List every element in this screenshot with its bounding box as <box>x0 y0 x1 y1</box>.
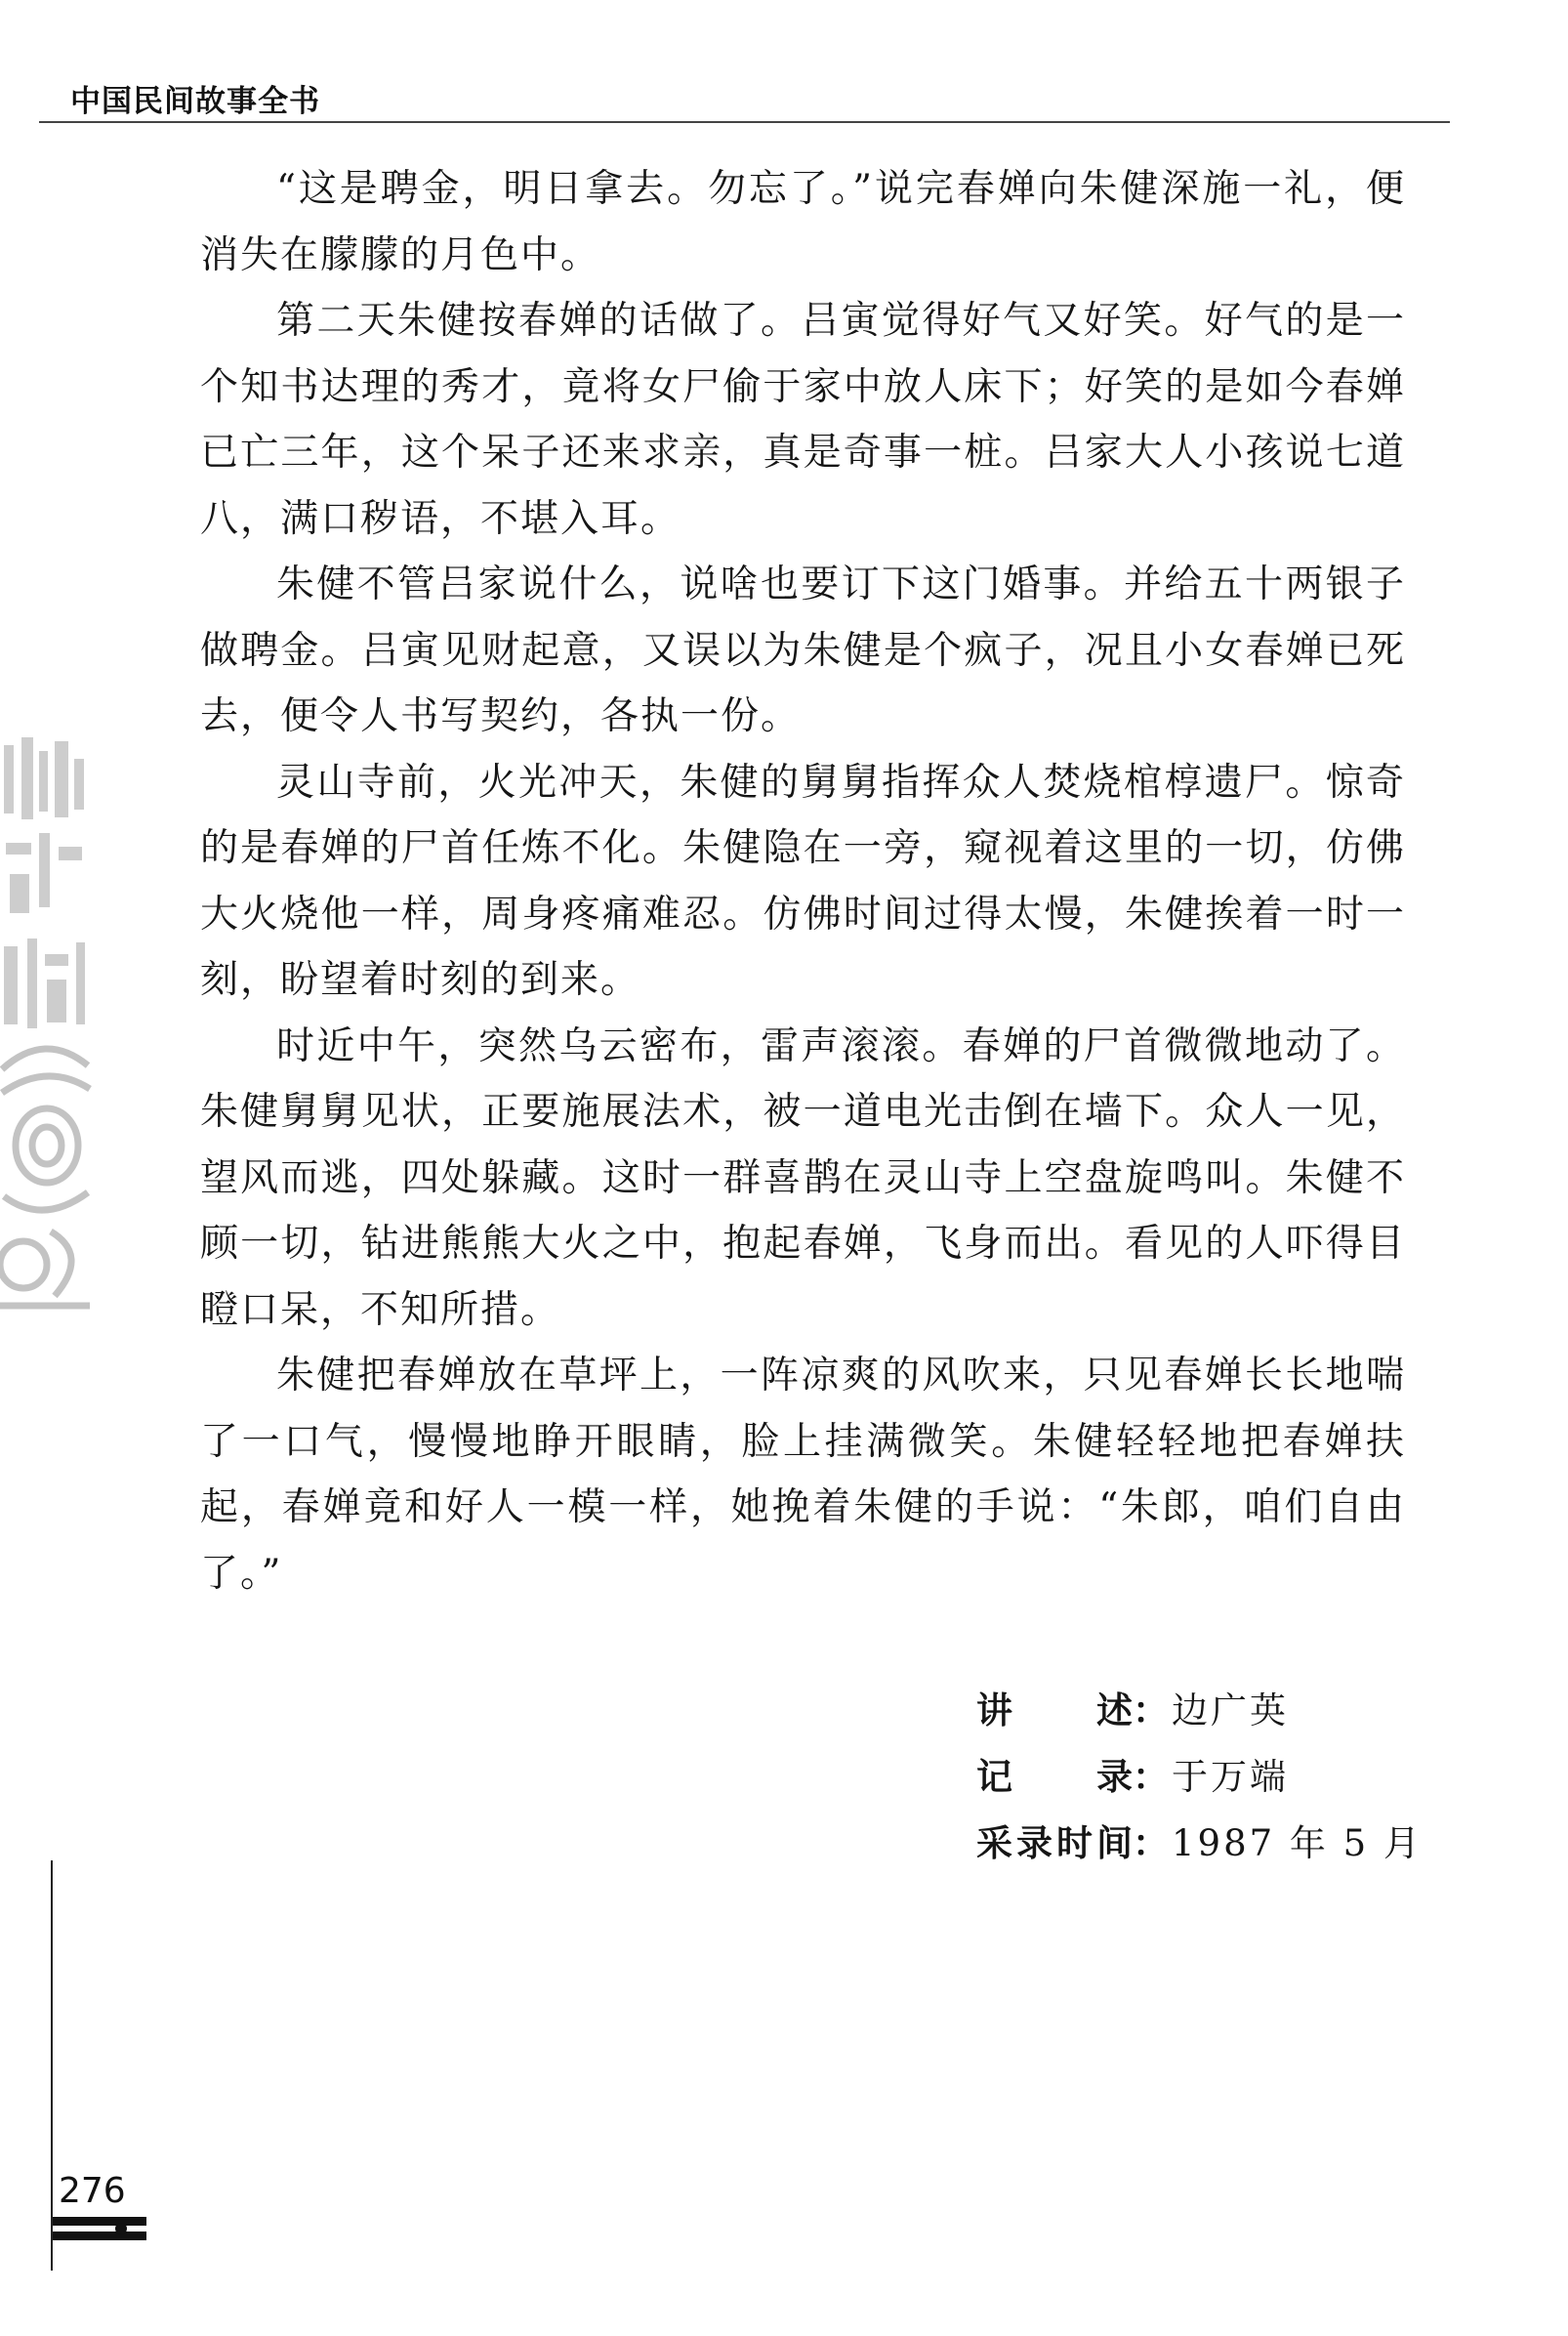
recorder-name: 于万端 <box>1172 1756 1289 1798</box>
footer-bar-icon <box>53 2215 150 2244</box>
paragraph-6: 朱健把春婵放在草坪上，一阵凉爽的风吹来，只见春婵长长地喘了一口气，慢慢地睁开眼睛，脸上挂满微笑。朱健轻轻地把春婵扶起，春婵竟和好人一模一样，她挽着朱健的手说：“朱郎，咱们自由了。” <box>200 1354 1406 1596</box>
recorder-line <box>976 1744 1423 1811</box>
story-credits <box>976 1678 1423 1877</box>
recorder-colon: ： <box>1133 1756 1169 1798</box>
side-ornament-icon <box>0 737 93 1314</box>
narrator-label: 讲述 <box>976 1689 1133 1731</box>
story-body <box>200 156 1406 1606</box>
recorder-label-wrap <box>976 1744 1172 1811</box>
paragraph-3: 朱健不管吕家说什么，说啥也要订下这门婚事。并给五十两银子做聘金。吕寅见财起意，又误以为朱健是个疯子，况且小女春婵已死去，便令人书写契约，各执一份。 <box>200 563 1406 738</box>
running-header-title: 中国民间故事全书 <box>70 84 320 119</box>
record-date: 1987 年 5 月 <box>1172 1822 1423 1864</box>
date-line <box>976 1811 1423 1877</box>
margin-rule <box>51 1860 53 2271</box>
header-rule <box>39 121 1450 123</box>
date-label-wrap <box>976 1811 1172 1877</box>
paragraph-5: 时近中午，突然乌云密布，雷声滚滚。春婵的尸首微微地动了。朱健舅舅见状，正要施展法术，被一道电光击倒在墙下。众人一见，望风而逃，四处躲藏。这时一群喜鹊在灵山寺上空盘旋鸣叫。朱健不顾一切，钻进熊熊大火之中，抱起春婵，飞身而出。看见的人吓得目瞪口呆，不知所措。 <box>200 1023 1406 1332</box>
paragraph-4: 灵山寺前，火光冲天，朱健的舅舅指挥众人焚烧棺椁遗尸。惊奇的是春婵的尸首任炼不化。朱健隐在一旁，窥视着这里的一切，仿佛大火烧他一样，周身疼痛难忍。仿佛时间过得太慢，朱健挨着一时一刻，盼望着时刻的到来。 <box>200 760 1406 1002</box>
narrator-label-wrap <box>976 1678 1172 1744</box>
date-label: 采录时间 <box>976 1822 1133 1864</box>
narrator-colon: ： <box>1133 1689 1169 1731</box>
date-colon: ： <box>1133 1822 1169 1864</box>
page-number: 276 <box>59 2171 126 2211</box>
paragraph-1: “这是聘金，明日拿去。勿忘了。”说完春婵向朱健深施一礼，便消失在朦朦的月色中。 <box>200 167 1406 277</box>
narrator-line <box>976 1678 1423 1744</box>
narrator-name: 边广英 <box>1172 1689 1289 1731</box>
recorder-label: 记录 <box>976 1756 1133 1798</box>
paragraph-2: 第二天朱健按春婵的话做了。吕寅觉得好气又好笑。好气的是一个知书达理的秀才，竟将女尸偷于家中放人床下；好笑的是如今春婵已亡三年，这个呆子还来求亲，真是奇事一桩。吕家大人小孩说七道八，满口秽语，不堪入耳。 <box>200 299 1406 541</box>
